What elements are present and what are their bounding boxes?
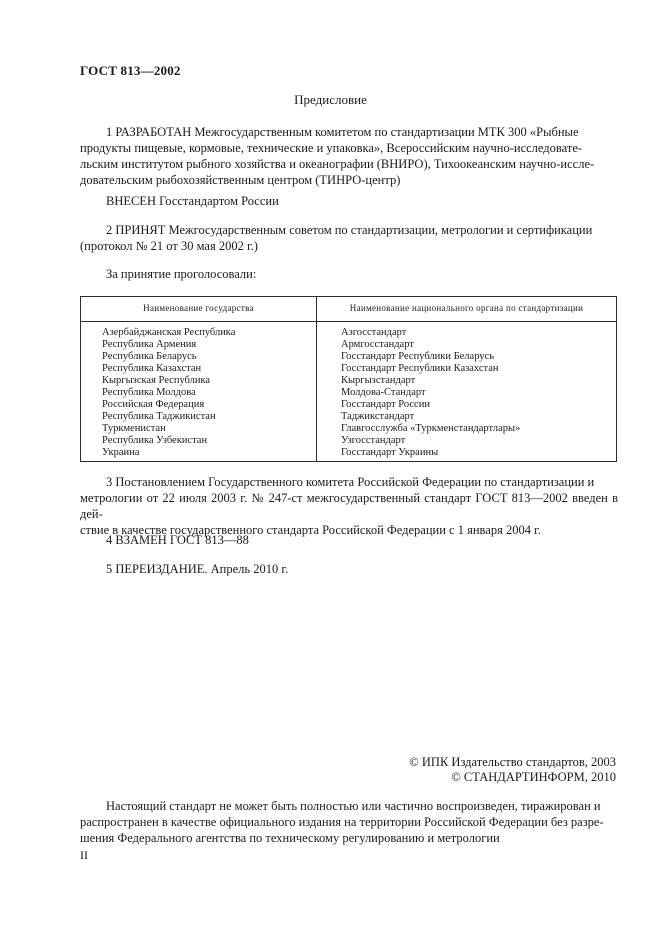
item-3-enacted	[80, 474, 618, 538]
voted-label: За принятие проголосовали:	[106, 267, 257, 281]
table-cell-body: Узгосстандарт	[341, 435, 406, 446]
item-1-developed	[80, 124, 618, 188]
item-1-line: льским институтом рыбного хозяйства и океанографии (ВНИРО), Тихоокеанским научно-иссле-	[80, 157, 595, 171]
notice-line: Настоящий стандарт не может быть полностью или частично воспроизведен, тиражирован и	[106, 799, 601, 813]
item-1-line: продукты пищевые, кормовые, технические и упаковка», Всероссийским научно-исследовате-	[80, 141, 583, 155]
item-3-line: 3 Постановлением Государственного комитета Российской Федерации по стандартизации и	[106, 475, 595, 489]
table-cell-body: Госстандарт Республики Беларусь	[341, 351, 495, 362]
table-states-column	[102, 327, 235, 459]
item-2-adopted	[80, 222, 618, 254]
table-cell-state: Республика Казахстан	[102, 363, 202, 374]
table-cell-body: Главгосслужба «Туркменстандартлары»	[341, 423, 521, 434]
table-cell-state: Республика Молдова	[102, 387, 196, 398]
table-cell-body: Молдова-Стандарт	[341, 387, 426, 398]
table-cell-body: Таджикстандарт	[341, 411, 415, 422]
copyright-block	[409, 755, 616, 785]
table-cell-state: Кыргызская Республика	[102, 375, 211, 386]
reproduction-notice	[80, 798, 618, 846]
table-cell-body: Госстандарт России	[341, 399, 430, 410]
table-cell-state: Республика Таджикистан	[102, 411, 216, 422]
table-cell-body: Азгосстандарт	[341, 327, 407, 338]
item-2-line: 2 ПРИНЯТ Межгосударственным советом по стандартизации, метрологии и сертификации	[106, 223, 593, 237]
item-1-line: 1 РАЗРАБОТАН Межгосударственным комитетом по стандартизации МТК 300 «Рыбные	[106, 125, 579, 139]
section-title: Предисловие	[294, 92, 367, 107]
table-cell-state: Республика Беларусь	[102, 351, 197, 362]
table-cell-state: Украина	[102, 447, 140, 458]
document-number: ГОСТ 813—2002	[80, 63, 181, 78]
voting-table	[80, 296, 617, 462]
introduced-by: ВНЕСЕН Госстандартом России	[106, 194, 279, 208]
item-5-reissue: 5 ПЕРЕИЗДАНИЕ. Апрель 2010 г.	[106, 562, 289, 576]
table-cell-state: Азербайджанская Республика	[102, 327, 236, 338]
notice-line: шения Федерального агентства по техническому регулированию и метрологии	[80, 831, 500, 845]
table-cell-body: Госстандарт Украины	[341, 447, 439, 458]
item-4-replaces: 4 ВЗАМЕН ГОСТ 813—88	[106, 533, 249, 547]
table-cell-state: Туркменистан	[102, 423, 166, 434]
item-3-line: ствие в качестве государственного стандарта Российской Федерации с 1 января 2004 г.	[80, 523, 541, 537]
copyright-line: © СТАНДАРТИНФОРМ, 2010	[451, 770, 616, 784]
table-cell-state: Республика Узбекистан	[102, 435, 208, 446]
table-header-body: Наименование национального органа по стандартизации	[349, 303, 584, 313]
table-bodies-column	[341, 327, 520, 459]
notice-line: распространен в качестве официального издания на территории Российской Федерации без разре-	[80, 815, 604, 829]
table-cell-body: Госстандарт Республики Казахстан	[341, 363, 499, 374]
table-cell-body: Армгосстандарт	[341, 339, 414, 350]
table-header-divider	[81, 321, 616, 322]
table-cell-body: Кыргызстандарт	[341, 375, 416, 386]
table-header-state: Наименование государства	[143, 303, 254, 313]
page-number: II	[80, 848, 88, 862]
table-cell-state: Российская Федерация	[102, 399, 205, 410]
item-1-line: довательским рыбохозяйственным центром (ТИНРО-центр)	[80, 173, 401, 187]
table-cell-state: Республика Армения	[102, 339, 197, 350]
item-3-line: метрологии от 22 июля 2003 г. № 247-ст межгосударственный стандарт ГОСТ 813—2002 введен в дей-	[80, 491, 618, 521]
item-2-line: (протокол № 21 от 30 мая 2002 г.)	[80, 239, 258, 253]
copyright-line: © ИПК Издательство стандартов, 2003	[409, 755, 616, 769]
